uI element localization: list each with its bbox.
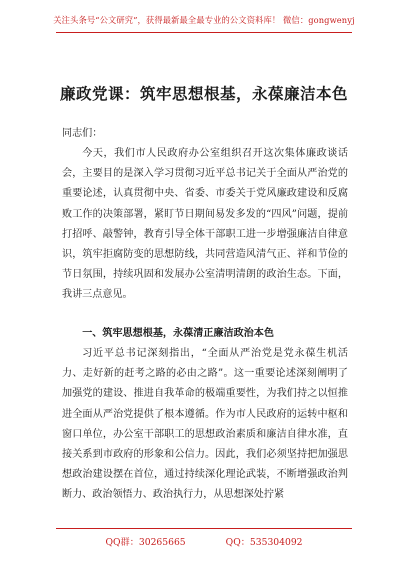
salutation: 同志们： — [62, 128, 103, 139]
footer-qq: QQ：535304092 — [225, 537, 303, 548]
header-banner: 关注头条号“公文研究”，获得最新最全最专业的公文资料库！ 微信：gongwenyj — [53, 15, 355, 25]
footer-divider — [56, 528, 352, 529]
section-paragraph: 习近平总书记深刻指出，“全面从严治党是党永葆生机活力、走好新的赶考之路的必由之路”。这一重要论述深刻阐明了加强党的建设、推进自我革命的极端重要性，为我们持之以恒推进全面从严治党提供了根本遵循。作为市人民政府的运转中枢和窗口单位，办公室干部职工的思想政治素质和廉洁自律水准，直接关系到市政府的形象和公信力。因此，我们必须坚持把加强思想政治建设摆在首位，通过持续深化理论武装，不断增强政治判断力、政治领悟力、政治执行力，从思想深处拧紧 — [62, 348, 348, 501]
document-title: 廉政党课：筑牢思想根基，永葆廉洁本色 — [59, 84, 348, 103]
header-divider — [56, 32, 352, 33]
body-paragraph: 今天，我们市人民政府办公室组织召开这次集体廉政谈话会，主要目的是深入学习贯彻习近平总书记关于全面从严治党的重要论述，认真贯彻中央、省委、市委关于党风廉政建设和反腐败工作的决策部署，紧盯节日期间易发多发的“四风”问题，提前打招呼、敲警钟，教育引导全体干部职工进一步增强廉洁自律意识，筑牢拒腐防变的思想防线，共同营造风清气正、祥和节俭的节日氛围，持续巩固和发展办公室清明清朗的政治生态。下面，我讲三点意见。 — [62, 148, 348, 301]
footer-qq-group: QQ群：30265665 — [105, 537, 186, 548]
footer — [0, 534, 408, 548]
section-heading: 一、筑牢思想根基，永葆清正廉洁政治本色 — [82, 328, 274, 339]
